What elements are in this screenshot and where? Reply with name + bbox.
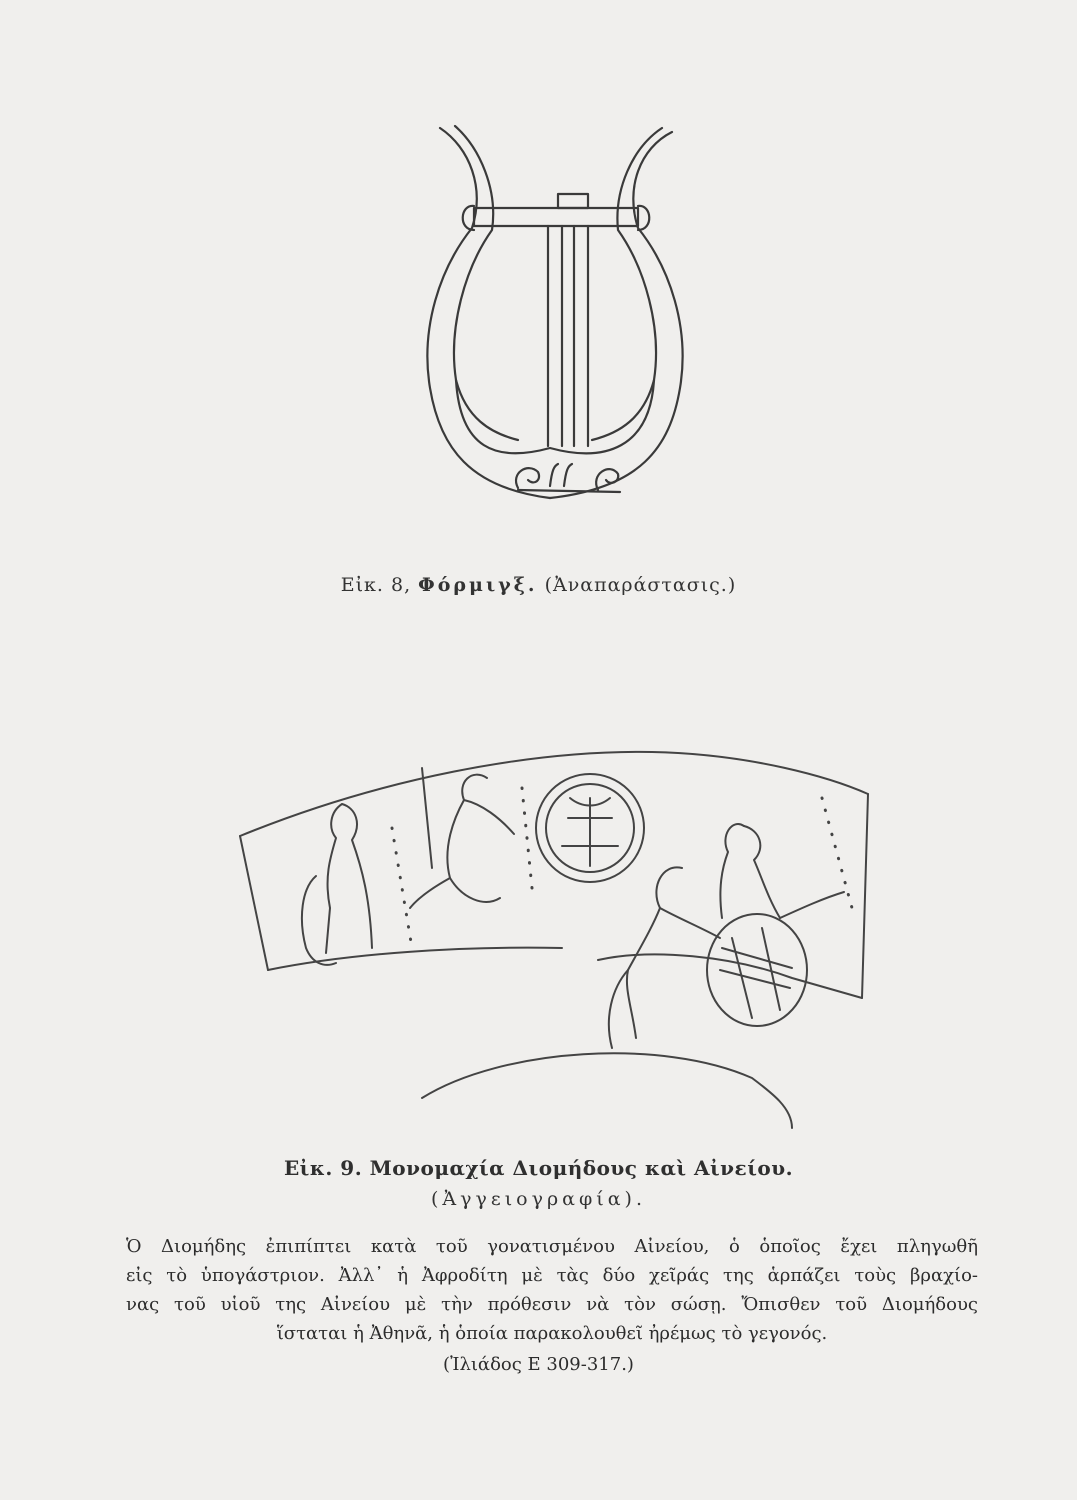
figure-9-description: [126, 1232, 978, 1348]
figure-9-label: Εἰκ. 9.: [283, 1156, 363, 1180]
figure-9-caption: [0, 1156, 1077, 1180]
figure-9-subtitle: (Ἀγγειογραφία).: [431, 1188, 646, 1210]
figure-8-label: Εἰκ. 8,: [340, 574, 412, 596]
figure-9-title: Μονομαχία Διομήδους καὶ Αἰνείου.: [369, 1156, 794, 1180]
iliad-citation: (Ἰλιάδος Ε 309-317.): [443, 1354, 634, 1375]
figure-8-note: (Ἀναπαράστασις.): [544, 574, 737, 596]
description-line: ἵσταται ἡ Ἀθηνᾶ, ἡ ὁποία παρακολουθεῖ ἠρέμως τὸ γεγονός.: [276, 1323, 828, 1344]
figure-8-caption: [0, 574, 1077, 596]
vase-painting-illustration: [232, 748, 872, 1148]
figure-8-title: Φόρμιγξ.: [418, 574, 538, 596]
description-line: νας τοῦ υἱοῦ της Αἰνείου μὲ τὴν πρόθεσιν νὰ τὸν σώσῃ. Ὄπισθεν τοῦ Διομήδους: [126, 1294, 978, 1315]
description-line: Ὁ Διομήδης ἐπιπίπτει κατὰ τοῦ γονατισμένου Αἰνείου, ὁ ὁποῖος ἔχει πληγωθῆ: [126, 1236, 978, 1257]
phorminx-illustration: [400, 118, 700, 518]
description-line: εἰς τὸ ὑπογάστριον. Ἀλλ᾽ ἡ Ἀφροδίτη μὲ τὰς δύο χεῖράς της ἁρπάζει τοὺς βραχίο-: [126, 1265, 978, 1286]
